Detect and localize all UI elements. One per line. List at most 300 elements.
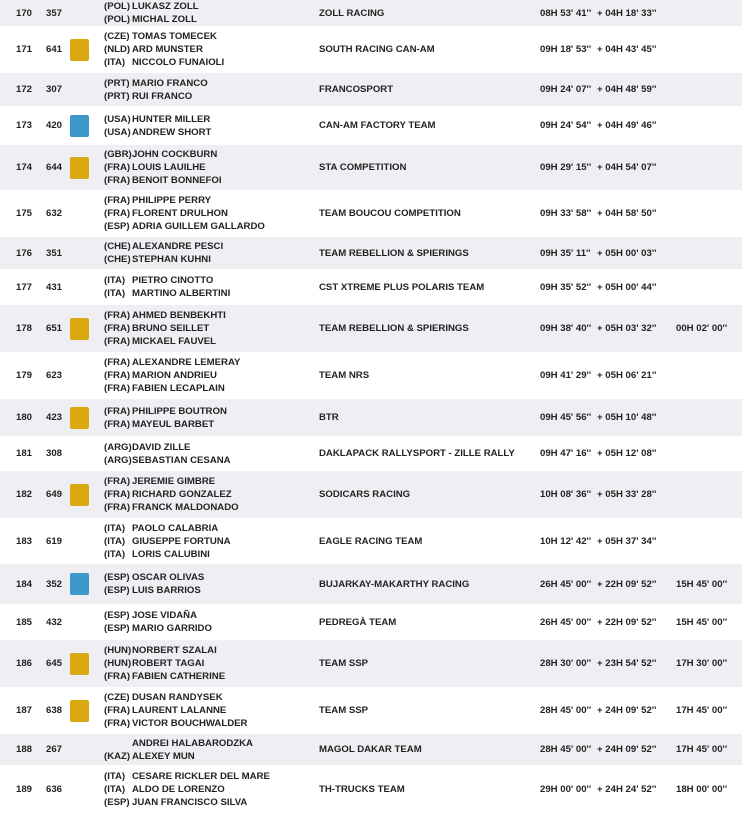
nationality-code: (CZE) xyxy=(104,31,130,42)
nationality-code: (ESP) xyxy=(104,221,130,232)
team-cell[interactable]: FRANCOSPORT xyxy=(319,84,394,95)
nationality-code: (ITA) xyxy=(104,548,126,560)
crew-name[interactable]: ROBERT TAGAI xyxy=(132,658,205,669)
team-cell[interactable]: SODICARS RACING xyxy=(319,489,411,500)
gap-cell: + 04H 49' 46'' xyxy=(597,120,657,131)
nationality-code: (FRA) xyxy=(104,405,131,417)
car-number-cell: 267 xyxy=(46,744,63,755)
time-cell: 09H 24' 54'' xyxy=(540,120,592,131)
crew-member xyxy=(104,30,217,43)
nationality-code: (FRA) xyxy=(104,323,131,334)
crew-cell xyxy=(104,191,265,236)
crew-cell xyxy=(104,640,225,687)
gap-cell: + 24H 24' 52'' xyxy=(597,783,657,795)
crew-name[interactable]: PHILIPPE BOUTRON xyxy=(132,405,227,417)
team-cell[interactable]: DAKLAPACK RALLYSPORT - ZILLE RALLY xyxy=(319,448,515,459)
nationality-code: (ITA) xyxy=(104,770,126,782)
crew-cell xyxy=(104,564,204,604)
penalty-cell: 18H 00' 00'' xyxy=(676,783,728,795)
team-cell[interactable]: SOUTH RACING CAN-AM xyxy=(319,44,435,55)
table-row[interactable] xyxy=(0,237,742,270)
yellow-category-badge-icon xyxy=(70,407,89,429)
crew-cell xyxy=(104,471,239,518)
crew-member xyxy=(104,43,203,56)
table-row[interactable] xyxy=(0,305,742,353)
crew-name[interactable]: PAOLO CALABRIA xyxy=(132,522,219,534)
nationality-code: (FRA) xyxy=(104,502,131,513)
nationality-code: (FRA) xyxy=(104,175,131,186)
nationality-code: (FRA) xyxy=(104,489,131,500)
crew-name[interactable]: CESARE RICKLER DEL MARE xyxy=(132,770,270,782)
nationality-code: (ESP) xyxy=(104,610,130,621)
time-cell: 29H 00' 00'' xyxy=(540,783,592,795)
gap-cell: + 05H 00' 03'' xyxy=(597,247,657,259)
time-cell: 09H 35' 52'' xyxy=(540,281,592,293)
crew-name[interactable]: ARD MUNSTER xyxy=(132,44,203,55)
category-badge-cell xyxy=(70,640,89,687)
crew-member xyxy=(104,148,217,161)
nationality-code: (PRT) xyxy=(104,77,130,89)
penalty-cell: 17H 45' 00'' xyxy=(676,705,728,716)
nationality-code: (ITA) xyxy=(104,783,126,795)
time-cell: 09H 24' 07'' xyxy=(540,84,592,95)
crew-name[interactable]: JUAN FRANCISCO SILVA xyxy=(132,796,248,808)
category-badge-cell xyxy=(70,471,89,518)
nationality-code: (FRA) xyxy=(104,336,131,347)
car-number-cell: 645 xyxy=(46,658,63,669)
nationality-code: (CHE) xyxy=(104,241,131,252)
crew-name[interactable]: ALEXEY MUN xyxy=(132,750,195,762)
table-row[interactable] xyxy=(0,353,742,399)
car-number-cell: 431 xyxy=(46,281,63,293)
position-cell: 175 xyxy=(16,208,33,219)
position-cell: 173 xyxy=(16,120,33,131)
table-row[interactable] xyxy=(0,640,742,688)
car-number-cell: 307 xyxy=(46,84,63,95)
crew-name[interactable]: LUIS BARRIOS xyxy=(132,585,201,596)
crew-member xyxy=(104,418,214,431)
crew-cell xyxy=(104,605,212,639)
gap-cell: + 04H 18' 33'' xyxy=(597,7,657,19)
crew-name[interactable]: RICHARD GONZALEZ xyxy=(132,489,232,500)
crew-name[interactable]: PHILIPPE PERRY xyxy=(132,195,212,206)
crew-name[interactable]: ANDREI HALABARODZKA xyxy=(132,737,253,749)
crew-member xyxy=(104,77,208,90)
crew-name[interactable]: FLORENT DRULHON xyxy=(132,208,228,219)
crew-cell xyxy=(104,237,223,269)
time-cell: 28H 45' 00'' xyxy=(540,744,592,755)
gap-cell: + 05H 33' 28'' xyxy=(597,489,657,500)
crew-member xyxy=(104,0,199,13)
crew-member xyxy=(104,609,197,622)
crew-member xyxy=(104,622,212,635)
nationality-code: (CZE) xyxy=(104,692,130,703)
nationality-code: (GBR) xyxy=(104,149,132,160)
team-cell[interactable]: BUJARKAY-MAKARTHY RACING xyxy=(319,578,470,590)
nationality-code: (FRA) xyxy=(104,383,131,394)
car-number-cell: 636 xyxy=(46,783,63,795)
time-cell: 09H 33' 58'' xyxy=(540,208,592,219)
gap-cell: + 05H 00' 44'' xyxy=(597,281,657,293)
position-cell: 176 xyxy=(16,247,33,259)
table-row[interactable] xyxy=(0,27,742,73)
blue-category-badge-icon xyxy=(70,115,89,137)
team-cell[interactable]: CAN-AM FACTORY TEAM xyxy=(319,120,436,131)
nationality-code: (ITA) xyxy=(104,275,126,286)
table-row[interactable] xyxy=(0,145,742,191)
nationality-code: (ARG) xyxy=(104,441,132,453)
time-cell: 26H 45' 00'' xyxy=(540,578,592,590)
nationality-code: (FRA) xyxy=(104,370,131,381)
crew-member xyxy=(104,161,206,174)
nationality-code: (FRA) xyxy=(104,718,131,729)
car-number-cell: 352 xyxy=(46,578,63,590)
crew-member xyxy=(104,737,253,750)
crew-member xyxy=(104,220,265,233)
crew-cell xyxy=(104,27,224,72)
position-cell: 184 xyxy=(16,578,33,590)
team-cell[interactable]: TH-TRUCKS TEAM xyxy=(319,783,405,795)
crew-name[interactable]: LORIS CALUBINI xyxy=(132,548,210,560)
crew-name[interactable]: ANDREW SHORT xyxy=(132,126,212,138)
crew-member xyxy=(104,194,211,207)
gap-cell: + 23H 54' 52'' xyxy=(597,658,657,669)
crew-member xyxy=(104,274,213,287)
team-cell[interactable]: TEAM NRS xyxy=(319,370,370,381)
crew-cell xyxy=(104,399,227,436)
crew-member xyxy=(104,670,225,683)
car-number-cell: 623 xyxy=(46,370,63,381)
nationality-code: (KAZ) xyxy=(104,750,131,762)
crew-name[interactable]: GIUSEPPE FORTUNA xyxy=(132,535,231,547)
nationality-code: (USA) xyxy=(104,126,131,138)
table-row[interactable] xyxy=(0,734,742,766)
gap-cell: + 05H 10' 48'' xyxy=(597,412,657,423)
crew-name[interactable]: HUNTER MILLER xyxy=(132,113,211,125)
position-cell: 174 xyxy=(16,162,33,173)
crew-name[interactable]: VICTOR BOUCHWALDER xyxy=(132,718,248,729)
position-cell: 188 xyxy=(16,744,33,755)
nationality-code: (ESP) xyxy=(104,585,130,596)
crew-member xyxy=(104,56,224,69)
gap-cell: + 04H 43' 45'' xyxy=(597,44,657,55)
crew-member xyxy=(104,475,215,488)
penalty-cell: 00H 02' 00'' xyxy=(676,323,728,334)
crew-name[interactable]: JEREMIE GIMBRE xyxy=(132,476,216,487)
car-number-cell: 651 xyxy=(46,323,63,334)
position-cell: 179 xyxy=(16,370,33,381)
penalty-cell: 15H 45' 00'' xyxy=(676,616,728,628)
crew-name[interactable]: TOMAS TOMECEK xyxy=(132,31,217,42)
category-badge-cell xyxy=(70,145,89,190)
category-badge-cell xyxy=(70,688,89,733)
car-number-cell: 357 xyxy=(46,7,63,19)
crew-name[interactable]: NORBERT SZALAI xyxy=(132,645,217,656)
category-badge-cell xyxy=(70,564,89,604)
crew-member xyxy=(104,571,204,584)
crew-name[interactable]: MARION ANDRIEU xyxy=(132,370,217,381)
penalty-cell: 15H 45' 00'' xyxy=(676,578,728,590)
nationality-code: (POL) xyxy=(104,14,131,25)
car-number-cell: 351 xyxy=(46,247,63,259)
time-cell: 28H 45' 00'' xyxy=(540,705,592,716)
crew-name[interactable]: JOHN COCKBURN xyxy=(132,149,218,160)
car-number-cell: 308 xyxy=(46,448,63,459)
nationality-code: (FRA) xyxy=(104,162,131,173)
crew-member xyxy=(104,644,217,657)
team-cell[interactable]: STA COMPETITION xyxy=(319,162,407,173)
category-badge-cell xyxy=(70,399,89,436)
nationality-code: (ARG) xyxy=(104,454,132,466)
table-row[interactable] xyxy=(0,437,742,471)
crew-cell xyxy=(104,73,208,106)
nationality-code: (POL) xyxy=(104,1,131,12)
table-row[interactable] xyxy=(0,519,742,564)
time-cell: 09H 47' 16'' xyxy=(540,448,592,459)
crew-name[interactable]: ALEXANDRE PESCI xyxy=(132,241,224,252)
team-cell[interactable]: TEAM BOUCOU COMPETITION xyxy=(319,208,461,219)
nationality-code: (FRA) xyxy=(104,208,131,219)
crew-member xyxy=(104,126,211,139)
crew-member xyxy=(104,770,270,783)
crew-name[interactable]: DUSAN RANDYSEK xyxy=(132,692,223,703)
gap-cell: + 05H 03' 32'' xyxy=(597,323,657,334)
position-cell: 182 xyxy=(16,489,33,500)
nationality-code: (HUN) xyxy=(104,658,132,669)
car-number-cell: 641 xyxy=(46,44,63,55)
gap-cell: + 05H 06' 21'' xyxy=(597,370,657,381)
crew-cell xyxy=(104,519,231,563)
team-cell[interactable]: TEAM SSP xyxy=(319,658,369,669)
position-cell: 187 xyxy=(16,705,33,716)
crew-member xyxy=(104,174,222,187)
table-row[interactable] xyxy=(0,191,742,237)
table-row[interactable] xyxy=(0,73,742,107)
crew-member xyxy=(104,522,218,535)
crew-member xyxy=(104,253,211,266)
crew-member xyxy=(104,783,225,796)
blue-category-badge-icon xyxy=(70,573,89,595)
nationality-code: (FRA) xyxy=(104,671,131,682)
table-row[interactable] xyxy=(0,107,742,145)
crew-cell xyxy=(104,305,226,352)
crew-name[interactable]: LUKASZ ZOLL xyxy=(132,1,199,12)
crew-name[interactable]: BRUNO SEILLET xyxy=(132,323,210,334)
nationality-code: (CHE) xyxy=(104,254,131,265)
crew-name[interactable]: FABIEN LECAPLAIN xyxy=(132,383,225,394)
crew-name[interactable]: FABIEN CATHERINE xyxy=(132,671,226,682)
crew-name[interactable]: MAYEUL BARBET xyxy=(132,418,215,430)
crew-member xyxy=(104,356,240,369)
nationality-code: (ITA) xyxy=(104,57,126,68)
time-cell: 09H 41' 29'' xyxy=(540,370,592,381)
crew-cell xyxy=(104,734,253,765)
car-number-cell: 644 xyxy=(46,162,63,173)
nationality-code: (FRA) xyxy=(104,310,131,321)
crew-cell xyxy=(104,766,270,812)
yellow-category-badge-icon xyxy=(70,318,89,340)
gap-cell: + 24H 09' 52'' xyxy=(597,705,657,716)
yellow-category-badge-icon xyxy=(70,484,89,506)
crew-member xyxy=(104,287,230,300)
table-row[interactable] xyxy=(0,564,742,605)
category-badge-cell xyxy=(70,27,89,72)
team-cell[interactable]: CST XTREME PLUS POLARIS TEAM xyxy=(319,281,485,293)
nationality-code: (ESP) xyxy=(104,796,130,808)
time-cell: 09H 35' 11'' xyxy=(540,247,591,259)
team-cell[interactable]: TEAM REBELLION & SPIERINGS xyxy=(319,247,469,259)
crew-member xyxy=(104,584,201,597)
crew-member xyxy=(104,704,226,717)
crew-member xyxy=(104,207,228,220)
table-row[interactable] xyxy=(0,688,742,734)
crew-member xyxy=(104,13,197,26)
crew-name[interactable]: PIETRO CINOTTO xyxy=(132,275,214,286)
crew-name[interactable]: NICCOLO FUNAIOLI xyxy=(132,57,225,68)
crew-member xyxy=(104,657,204,670)
crew-name[interactable]: AHMED BENBEKHTI xyxy=(132,310,226,321)
crew-member xyxy=(104,501,239,514)
category-badge-cell xyxy=(70,107,89,144)
yellow-category-badge-icon xyxy=(70,653,89,675)
team-cell[interactable]: ZOLL RACING xyxy=(319,7,385,19)
gap-cell: + 04H 54' 07'' xyxy=(597,162,657,173)
car-number-cell: 423 xyxy=(46,412,63,423)
team-cell[interactable]: EAGLE RACING TEAM xyxy=(319,535,423,547)
team-cell[interactable]: MAGOL DAKAR TEAM xyxy=(319,744,422,755)
crew-member xyxy=(104,548,210,561)
crew-cell xyxy=(104,0,199,26)
table-row[interactable] xyxy=(0,0,742,27)
table-row[interactable] xyxy=(0,766,742,813)
crew-member xyxy=(104,405,227,418)
crew-name[interactable]: RUI FRANCO xyxy=(132,90,193,102)
crew-member xyxy=(104,90,192,103)
gap-cell: + 22H 09' 52'' xyxy=(597,616,657,628)
table-row[interactable] xyxy=(0,270,742,305)
position-cell: 177 xyxy=(16,281,33,293)
nationality-code: (ITA) xyxy=(104,288,126,299)
nationality-code: (FRA) xyxy=(104,195,131,206)
gap-cell: + 04H 58' 50'' xyxy=(597,208,657,219)
category-badge-cell xyxy=(70,305,89,352)
car-number-cell: 420 xyxy=(46,120,63,131)
crew-name[interactable]: MARIO GARRIDO xyxy=(132,623,212,634)
nationality-code: (FRA) xyxy=(104,418,131,430)
time-cell: 10H 12' 42'' xyxy=(540,535,592,547)
crew-name[interactable]: MICHAL ZOLL xyxy=(132,14,197,25)
position-cell: 171 xyxy=(16,44,33,55)
crew-member xyxy=(104,382,225,395)
crew-member xyxy=(104,309,226,322)
crew-member xyxy=(104,535,231,548)
position-cell: 189 xyxy=(16,783,33,795)
crew-name[interactable]: FRANCK MALDONADO xyxy=(132,502,239,513)
crew-cell xyxy=(104,353,240,398)
crew-name[interactable]: SEBASTIAN CESANA xyxy=(132,454,231,466)
crew-name[interactable]: ADRIA GUILLEM GALLARDO xyxy=(132,221,265,232)
nationality-code: (USA) xyxy=(104,113,131,125)
table-row[interactable] xyxy=(0,399,742,437)
position-cell: 186 xyxy=(16,658,33,669)
gap-cell: + 04H 48' 59'' xyxy=(597,84,657,95)
car-number-cell: 619 xyxy=(46,535,63,547)
crew-name[interactable]: DAVID ZILLE xyxy=(132,441,191,453)
crew-member xyxy=(104,335,216,348)
penalty-cell: 17H 30' 00'' xyxy=(676,658,728,669)
crew-name[interactable]: LAURENT LALANNE xyxy=(132,705,227,716)
crew-member xyxy=(104,454,231,467)
crew-name[interactable]: OSCAR OLIVAS xyxy=(132,572,205,583)
crew-member xyxy=(104,691,223,704)
car-number-cell: 638 xyxy=(46,705,63,716)
nationality-code: (NLD) xyxy=(104,44,131,55)
crew-member xyxy=(104,441,190,454)
car-number-cell: 632 xyxy=(46,208,63,219)
position-cell: 178 xyxy=(16,323,33,334)
position-cell: 181 xyxy=(16,448,33,459)
team-cell[interactable]: BTR xyxy=(319,412,339,423)
team-cell[interactable]: TEAM SSP xyxy=(319,705,369,716)
nationality-code: (FRA) xyxy=(104,476,131,487)
position-cell: 170 xyxy=(16,7,33,19)
time-cell: 26H 45' 00'' xyxy=(540,616,592,628)
nationality-code: (PRT) xyxy=(104,90,130,102)
nationality-code: (FRA) xyxy=(104,705,131,716)
crew-member xyxy=(104,322,209,335)
nationality-code: (FRA) xyxy=(104,357,131,368)
team-cell[interactable]: PEDREGÀ TEAM xyxy=(319,616,397,628)
nationality-code: (ESP) xyxy=(104,572,130,583)
crew-cell xyxy=(104,270,230,304)
crew-member xyxy=(104,717,247,730)
team-cell[interactable]: TEAM REBELLION & SPIERINGS xyxy=(319,323,469,334)
time-cell: 28H 30' 00'' xyxy=(540,658,592,669)
time-cell: 09H 38' 40'' xyxy=(540,323,592,334)
crew-member xyxy=(104,369,217,382)
crew-name[interactable]: LOUIS LAUILHE xyxy=(132,162,206,173)
crew-name[interactable]: MARTINO ALBERTINI xyxy=(132,288,231,299)
crew-cell xyxy=(104,145,222,190)
table-row[interactable] xyxy=(0,471,742,519)
yellow-category-badge-icon xyxy=(70,39,89,61)
position-cell: 180 xyxy=(16,412,33,423)
crew-member xyxy=(104,240,223,253)
crew-name[interactable]: MICKAEL FAUVEL xyxy=(132,336,217,347)
crew-member xyxy=(104,750,195,763)
crew-cell xyxy=(104,688,247,733)
table-row[interactable] xyxy=(0,605,742,640)
crew-name[interactable]: MARIO FRANCO xyxy=(132,77,208,89)
crew-name[interactable]: BENOIT BONNEFOI xyxy=(132,175,222,186)
crew-name[interactable]: ALDO DE LORENZO xyxy=(132,783,225,795)
gap-cell: + 22H 09' 52'' xyxy=(597,578,657,590)
crew-name[interactable]: STEPHAN KUHNI xyxy=(132,254,211,265)
yellow-category-badge-icon xyxy=(70,157,89,179)
car-number-cell: 649 xyxy=(46,489,63,500)
time-cell: 09H 29' 15'' xyxy=(540,162,592,173)
penalty-cell: 17H 45' 00'' xyxy=(676,744,728,755)
crew-member xyxy=(104,796,247,809)
yellow-category-badge-icon xyxy=(70,700,89,722)
crew-name[interactable]: ALEXANDRE LEMERAY xyxy=(132,357,241,368)
time-cell: 08H 53' 41'' xyxy=(540,7,592,19)
crew-name[interactable]: JOSE VIDAÑA xyxy=(132,610,198,621)
crew-member xyxy=(104,488,232,501)
time-cell: 10H 08' 36'' xyxy=(540,489,592,500)
crew-member xyxy=(104,113,210,126)
car-number-cell: 432 xyxy=(46,616,63,628)
